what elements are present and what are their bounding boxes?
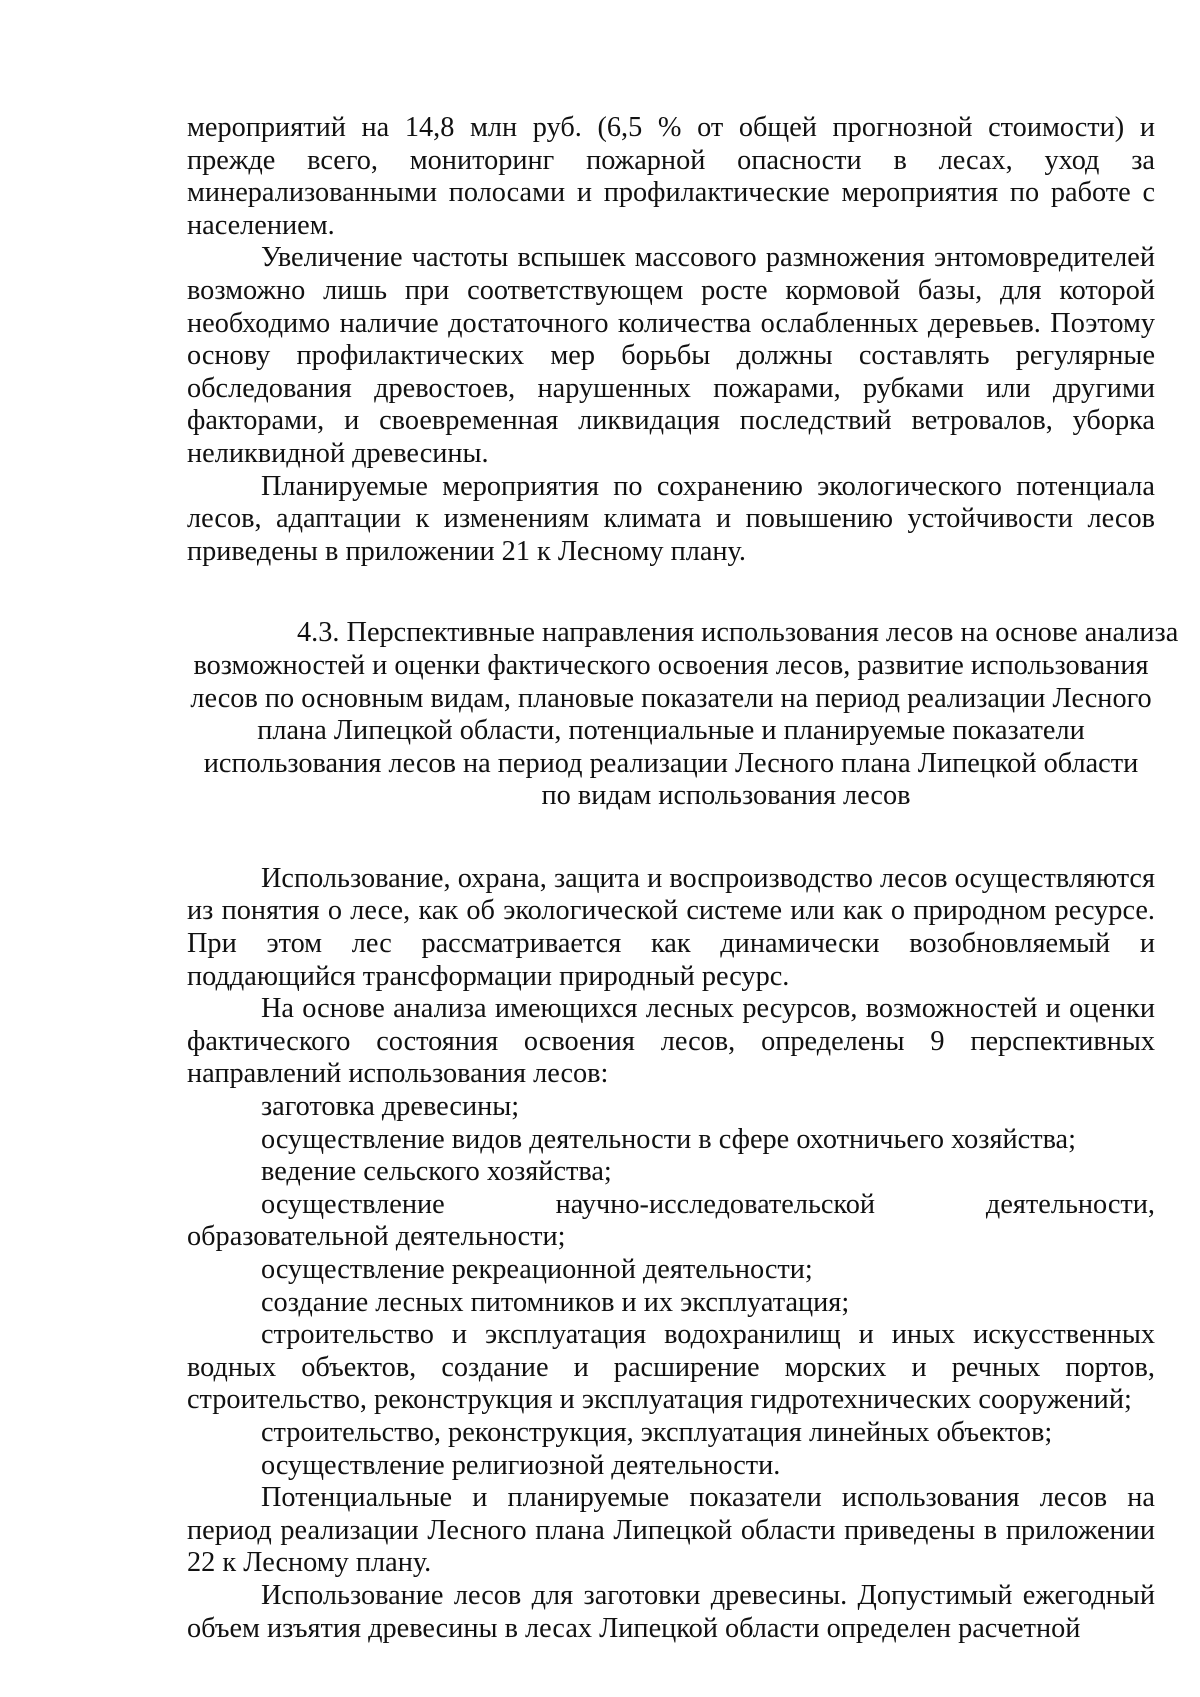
heading-line: плана Липецкой области, потенциальные и планируемые показатели [257, 715, 1085, 747]
heading-line: лесов по основным видам, плановые показатели на период реализации Лесного [190, 682, 1152, 714]
list-item: создание лесных питомников и их эксплуатация; [261, 1286, 850, 1318]
heading-line: по видам использования лесов [541, 780, 911, 812]
heading-line: 4.3. Перспективные направления использования лесов на основе анализа [297, 617, 1179, 649]
section-heading [187, 617, 1179, 813]
paragraph-analysis: На основе анализа имеющихся лесных ресурсов, возможностей и оценки фактического состояния освоения лесов, определены 9 перспективных направлений использования лесов: [187, 993, 1155, 1090]
list-item: заготовка древесины; [261, 1091, 520, 1123]
paragraph-timber-harvesting: Использование лесов для заготовки древесины. Допустимый ежегодный объем изъятия древесины в лесах Липецкой области определен расчетной [187, 1579, 1155, 1644]
list-item: осуществление религиозной деятельности. [261, 1449, 781, 1481]
paragraph-intro: мероприятий на 14,8 млн руб. (6,5 % от общей прогнозной стоимости) и прежде всего, мониторинг пожарной опасности в лесах, уход за минерализованными полосами и профилактические мероприятия по работе с населением. [187, 112, 1155, 241]
document-page [187, 112, 1179, 1645]
paragraph-forest-use: Использование, охрана, защита и воспроизводство лесов осуществляются из понятия о лесе, как об экологической системе или как о природном ресурсе. При этом лес рассматривается как динамически возобновляемый и поддающийся трансформации природный ресурс. [187, 862, 1155, 992]
directions-list [187, 1091, 1155, 1482]
list-item: осуществление научно-исследовательской деятельности, образовательной деятельности; [187, 1188, 1155, 1253]
list-item: осуществление видов деятельности в сфере охотничьего хозяйства; [261, 1123, 1076, 1155]
paragraph-pests: Увеличение частоты вспышек массового размножения энтомовредителей возможно лишь при соответствующем росте кормовой базы, для которой необходимо наличие достаточного количества ослабленных деревьев. Поэтому основу профилактических мер борьбы должны составлять регулярные обследования древостоев, нарушенных пожарами, рубками или другими факторами, и своевременная ликвидация последствий ветровалов, уборка неликвидной древесины. [187, 242, 1155, 469]
heading-line: возможностей и оценки фактического освоения лесов, развитие использования [193, 649, 1149, 681]
heading-line: использования лесов на период реализации Лесного плана Липецкой области [203, 747, 1139, 779]
list-item: строительство и эксплуатация водохранилищ и иных искусственных водных объектов, создание и расширение морских и речных портов, строительство, реконструкция и эксплуатация гидротехнических сооружений; [187, 1319, 1155, 1416]
list-item: ведение сельского хозяйства; [261, 1156, 612, 1188]
paragraph-indicators: Потенциальные и планируемые показатели использования лесов на период реализации Лесного плана Липецкой области приведены в приложении 22 к Лесному плану. [187, 1482, 1155, 1579]
list-item: осуществление рекреационной деятельности; [261, 1254, 813, 1285]
list-item: строительство, реконструкция, эксплуатация линейных объектов; [261, 1416, 1053, 1448]
paragraph-planned-measures: Планируемые мероприятия по сохранению экологического потенциала лесов, адаптации к изменениям климата и повышению устойчивости лесов приведены в приложении 21 к Лесному плану. [187, 470, 1155, 567]
